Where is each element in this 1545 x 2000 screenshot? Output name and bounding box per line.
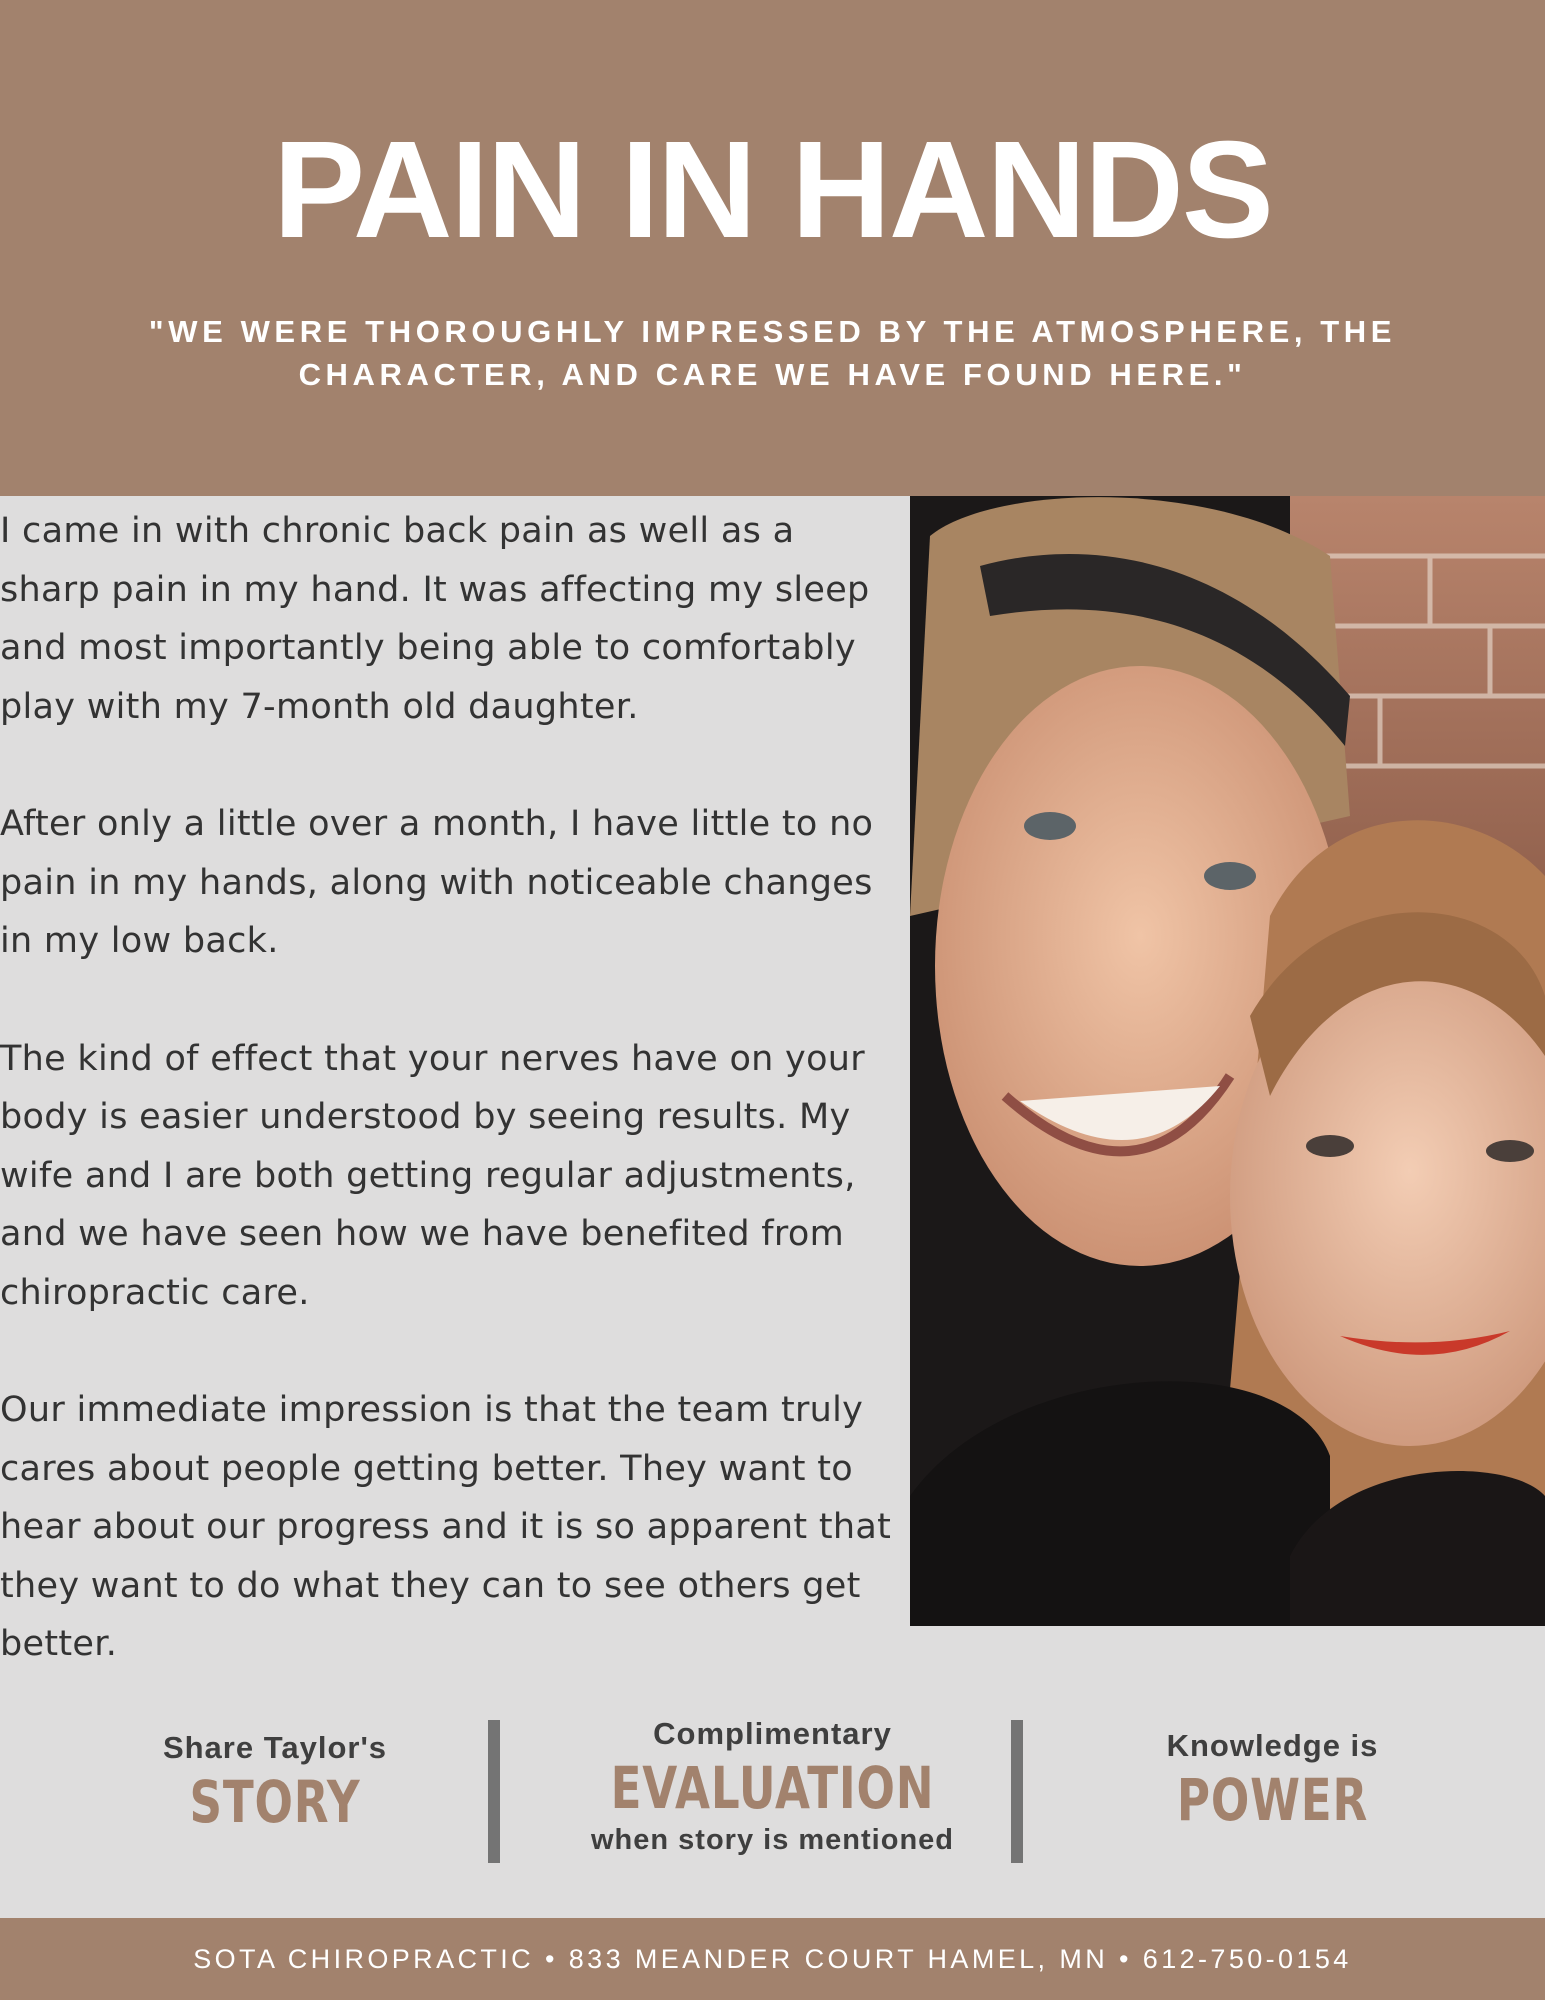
header-banner <box>0 0 1545 496</box>
cta-evaluation-subtext: when story is mentioned <box>591 1824 954 1856</box>
cta-power-headline: POWER <box>1176 1766 1369 1834</box>
cta-divider-1 <box>488 1720 500 1863</box>
story-line: Our immediate impression is that the team truly <box>0 1390 864 1430</box>
story-line: and most importantly being able to comfortably <box>0 628 856 668</box>
story-line: chiropractic care. <box>0 1272 310 1313</box>
story-paragraph-4 <box>0 1381 915 1674</box>
cta-story-headline: STORY <box>189 1768 361 1836</box>
story-line: better. <box>0 1624 118 1664</box>
couple-photo-illustration <box>910 496 1545 1626</box>
cta-story-small-text: Share Taylor's <box>162 1730 388 1765</box>
quote-line-1: "WE WERE THOROUGHLY IMPRESSED BY THE ATMOSPHERE, THE <box>148 314 1397 349</box>
cta-power-small-text: Knowledge is <box>1166 1728 1379 1763</box>
footer-contact-info: SOTA CHIROPRACTIC • 833 MEANDER COURT HAMEL, MN • 612-750-0154 <box>193 1944 1352 1974</box>
cta-evaluation-small-text: Complimentary <box>653 1716 892 1751</box>
testimonial-story <box>0 502 915 1733</box>
page-title: PAIN IN HANDS <box>273 113 1272 267</box>
quote-line-2: CHARACTER, AND CARE WE HAVE FOUND HERE." <box>298 357 1247 392</box>
story-line: wife and I are both getting regular adjustments, <box>0 1155 856 1196</box>
footer-bar <box>0 1918 1545 2000</box>
cta-knowledge-power[interactable] <box>1130 1712 1415 1872</box>
cta-share-story[interactable] <box>130 1712 420 1872</box>
story-paragraph-1 <box>0 502 915 736</box>
cta-divider-2 <box>1011 1720 1023 1863</box>
story-line: pain in my hands, along with noticeable changes <box>0 862 873 903</box>
couple-photo <box>910 496 1545 1626</box>
cta-complimentary-evaluation[interactable] <box>560 1712 985 1872</box>
story-line: in my low back. <box>0 921 279 961</box>
story-paragraph-2 <box>0 795 915 971</box>
story-line: After only a little over a month, I have little to no <box>0 804 874 844</box>
story-line: I came in with chronic back pain as well as a <box>0 511 795 551</box>
story-line: The kind of effect that your nerves have on your <box>0 1038 865 1079</box>
story-line: and we have seen how we have benefited from <box>0 1214 844 1254</box>
testimonial-quote <box>110 310 1435 396</box>
story-line: sharp pain in my hand. It was affecting my sleep <box>0 569 870 610</box>
story-line: body is easier understood by seeing results. My <box>0 1097 851 1137</box>
story-line: cares about people getting better. They want to <box>0 1448 853 1489</box>
story-line: play with my 7-month old daughter. <box>0 686 639 727</box>
story-line: they want to do what they can to see others get <box>0 1565 861 1606</box>
story-paragraph-3 <box>0 1030 915 1323</box>
story-line: hear about our progress and it is so apparent that <box>0 1507 892 1547</box>
cta-evaluation-headline: EVALUATION <box>610 1754 935 1822</box>
